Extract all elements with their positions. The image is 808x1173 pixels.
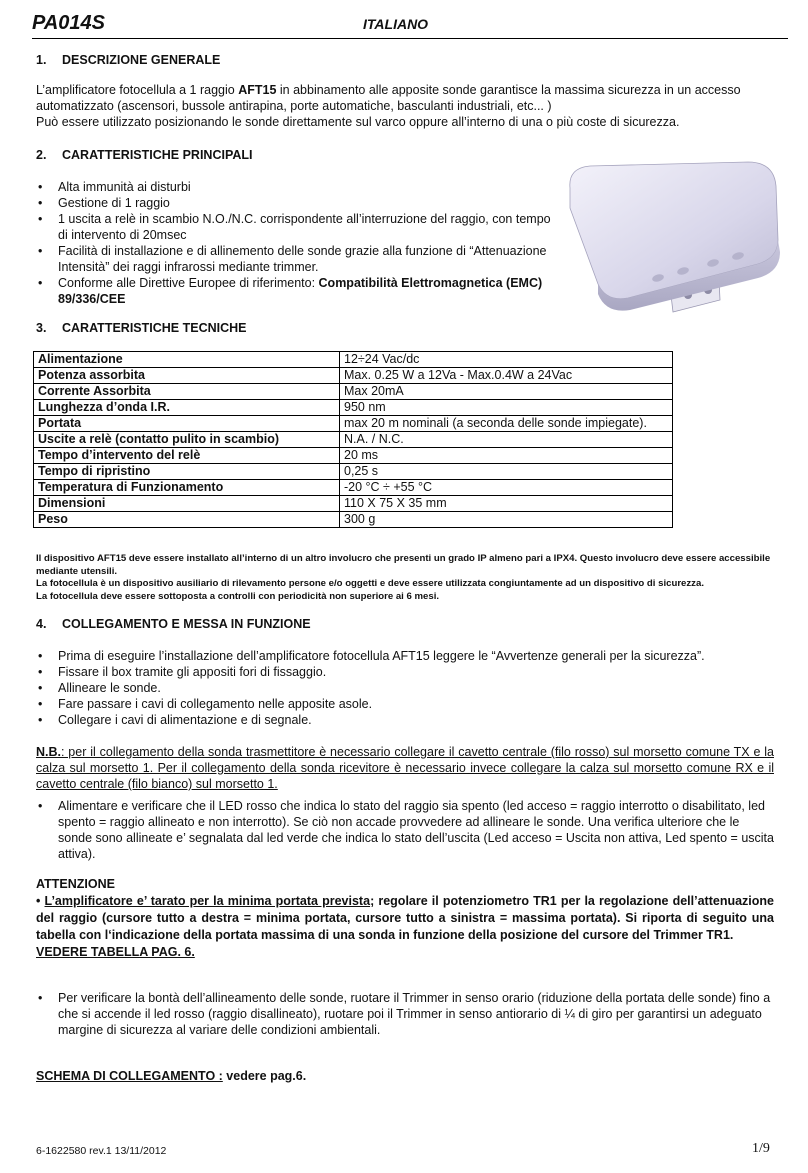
feature-item: • Facilità di installazione e di allinemento delle sonde grazie alla funzione di “Attenuazione Intensità” dei raggi infrarossi mediante trimmer. [36, 243, 556, 275]
spec-label: Corrente Assorbita [34, 384, 340, 400]
table-row [34, 496, 673, 512]
device-photo [558, 160, 783, 315]
table-row [34, 464, 673, 480]
nb-label: N.B. [36, 745, 61, 759]
document-code: PA014S [32, 12, 106, 34]
spec-label: Alimentazione [34, 352, 340, 368]
spec-value: Max 20mA [340, 384, 673, 400]
led-check-item: • Alimentare e verificare che il LED rosso che indica lo stato del raggio sia spento (led acceso = raggio interrotto o disabilitato, led spento = raggio allineato e non interrotto). Se ciò non accade provvedere ad allineare le sonde. Una verifica ulteriore che le sonde sono allineate e’ segnalata dal led verde che indica lo stato dell’uscita (Led acceso = Uscita non attiva, Led spento = uscita attiva). [36, 798, 776, 862]
step-item: • Fissare il box tramite gli appositi fori di fissaggio. [36, 664, 776, 680]
spec-label: Lunghezza d’onda I.R. [34, 400, 340, 416]
spec-value: 0,25 s [340, 464, 673, 480]
feature-item: • Gestione di 1 raggio [36, 195, 556, 211]
table-row [34, 480, 673, 496]
product-name: AFT15 [238, 83, 277, 97]
step-item: • Collegare i cavi di alimentazione e di segnale. [36, 712, 776, 728]
spec-label: Tempo d’intervento del relè [34, 448, 340, 464]
feature-item: • Alta immunità ai disturbi [36, 179, 556, 195]
intro-text: L’amplificatore fotocellula a 1 raggio [36, 83, 239, 97]
section-3-number: 3. [36, 321, 47, 335]
directive-name: Compatibilità Elettromagnetica (EMC) 89/336/CEE [58, 276, 543, 306]
specs-table [33, 351, 673, 528]
spec-label: Tempo di ripristino [34, 464, 340, 480]
attention-underlined: L’amplificatore e’ tarato per la minima portata prevista [44, 894, 371, 908]
table-row [34, 352, 673, 368]
installation-steps [36, 648, 776, 728]
table-row [34, 384, 673, 400]
spec-value: 950 nm [340, 400, 673, 416]
intro-text-cont: in abbinamento alle apposite sonde garantisce la massima sicurezza in un accesso automatizzato (ascensori, bussole antirapina, porte automatiche, basculanti industriali, etc... ) [36, 83, 741, 113]
section-2-title [36, 148, 253, 162]
led-check-list [36, 798, 776, 862]
step-item: • Allineare le sonde. [36, 680, 776, 696]
safety-note: Il dispositivo AFT15 deve essere installato all’interno di un altro involucro che presenti un grado IP almeno pari a IPX4. Questo involucro deve essere accessibile mediante utensili. [36, 553, 771, 577]
section-1-body [36, 82, 776, 130]
spec-label: Temperatura di Funzionamento [34, 480, 340, 496]
table-row [34, 512, 673, 528]
spec-value: 12÷24 Vac/dc [340, 352, 673, 368]
spec-value: 110 X 75 X 35 mm [340, 496, 673, 512]
trimmer-list [36, 990, 776, 1038]
step-item: • Fare passare i cavi di collegamento nelle apposite asole. [36, 696, 776, 712]
see-table-link: VEDERE TABELLA PAG. 6. [36, 945, 195, 959]
section-3-heading: CARATTERISTICHE TECNICHE [62, 321, 247, 335]
attention-text: • L’amplificatore e’ tarato per la minima portata prevista; regolare il potenziometro TR1 per la regolazione dell’attenuazione del raggio (cursore tutto a destra = minima portata, cursore tutto a sinistra = massima portata). Si riporta di seguito una tabella con l‘indicazione della portata massima di una sonda in funzione della posizione del cursore del Trimmer TR1. [36, 894, 774, 942]
section-4-heading: COLLEGAMENTO E MESSA IN FUNZIONE [62, 617, 311, 631]
spec-value: 300 g [340, 512, 673, 528]
feature-item: • 1 uscita a relè in scambio N.O./N.C. corrispondente all’interruzione del raggio, con tempo di intervento di 20msec [36, 211, 556, 243]
attention-block [36, 876, 774, 961]
safety-note: La fotocellula deve essere sottoposta a controlli con periodicità non superiore ai 6 mesi. [36, 590, 440, 602]
section-1-paragraph-2: Può essere utilizzato posizionando le sonde direttamente sul varco oppure all’interno di una o più coste di sicurezza. [36, 115, 680, 129]
spec-label: Uscite a relè (contatto pulito in scambio) [34, 432, 340, 448]
table-row [34, 400, 673, 416]
spec-value: N.A. / N.C. [340, 432, 673, 448]
spec-label: Portata [34, 416, 340, 432]
revision-info: 6-1622580 rev.1 13/11/2012 [36, 1145, 167, 1157]
section-4-number: 4. [36, 617, 47, 631]
table-row [34, 368, 673, 384]
section-2-number: 2. [36, 148, 47, 162]
spec-label: Potenza assorbita [34, 368, 340, 384]
section-3-title [36, 321, 247, 335]
spec-value: -20 °C ÷ +55 °C [340, 480, 673, 496]
attention-title: ATTENZIONE [36, 877, 115, 891]
attention-body: ; regolare il potenziometro TR1 per la regolazione dell’attenuazione del raggio (cursore tutto a destra = minima portata, cursore tutto a sinistra = massima portata). Si riporta di seguito una tabella con l‘indicazione della portata massima di una sonda in funzione della posizione del cursore del Trimmer TR1. [36, 894, 774, 942]
section-1-number: 1. [36, 53, 47, 67]
spec-value: max 20 m nominali (a seconda delle sonde impiegate). [340, 416, 673, 432]
table-row [34, 448, 673, 464]
table-row [34, 432, 673, 448]
section-2-heading: CARATTERISTICHE PRINCIPALI [62, 148, 253, 162]
step-item: • Prima di eseguire l’installazione dell’amplificatore fotocellula AFT15 leggere le “Avvertenze generali per la sicurezza”. [36, 648, 776, 664]
section-4-title [36, 617, 311, 631]
features-list [36, 179, 556, 307]
spec-label: Peso [34, 512, 340, 528]
wiring-diagram-ref [36, 1069, 306, 1083]
nb-text: : per il collegamento della sonda trasmettitore è necessario collegare il cavetto centrale (filo rosso) sul morsetto comune TX e la calza sul morsetto 1. Per il collegamento della sonda ricevitore è necessario invece collegare la calza sul morsetto comune RX e il cavetto centrale (filo bianco) sul morsetto 1. [36, 745, 774, 791]
section-1-title [36, 53, 220, 67]
table-row [34, 416, 673, 432]
safety-note: La fotocellula è un dispositivo ausiliario di rilevamento persone e/o oggetti e deve essere utilizzata congiuntamente ad un dispositivo di sicurezza. [36, 578, 704, 589]
header-rule [32, 38, 788, 39]
page-number: 1/9 [752, 1141, 770, 1156]
nb-note [36, 744, 774, 792]
spec-label: Dimensioni [34, 496, 340, 512]
spec-value: 20 ms [340, 448, 673, 464]
safety-notes [36, 553, 776, 603]
section-1-heading: DESCRIZIONE GENERALE [62, 53, 221, 67]
wiring-text: vedere pag.6. [222, 1069, 307, 1083]
feature-item [36, 275, 556, 307]
attention-see-table [36, 944, 774, 961]
directive-text: Conforme alle Direttive Europee di riferimento: [58, 276, 319, 290]
language-label: ITALIANO [363, 16, 429, 32]
wiring-label: SCHEMA DI COLLEGAMENTO : [36, 1069, 223, 1083]
section-1-paragraph-1 [36, 82, 776, 114]
spec-value: Max. 0.25 W a 12Va - Max.0.4W a 24Vac [340, 368, 673, 384]
trimmer-item: • Per verificare la bontà dell’allineamento delle sonde, ruotare il Trimmer in senso orario (riduzione della portata delle sonde) fino a che si accende il led rosso (raggio disallineato), ruotare poi il Trimmer in senso antiorario di ¼ di giro per garantirsi un adeguato margine di sicurezza al variare delle condizioni ambientali. [36, 990, 776, 1038]
